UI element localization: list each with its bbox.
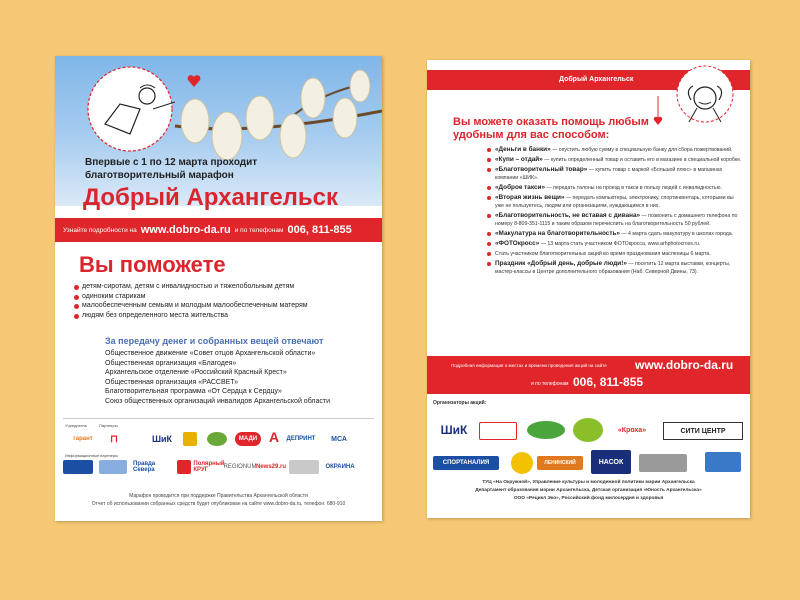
list-item [487, 260, 743, 276]
item-text: — позвонить с домашнего телефона по номеру 8-809-351-1115 и таким образом перечислить на благотворительность 50 рублей. [495, 213, 738, 227]
org-logo-4 [573, 418, 603, 442]
item-heading: «Купи – отдай» [495, 156, 543, 164]
item-text: — посетить 12 марта выставки, концерты, мастер-классы в Центре дополнительного образования (Наб. Северной Двины, 73). [495, 261, 731, 276]
city-center-logo [663, 422, 743, 440]
list-item: малообеспеченным семьям и молодым малообеспеченным матерям [73, 301, 373, 311]
help-list [73, 282, 373, 320]
footer-line-2: Департамент образования мэрии Архангельска, Детская организация «Юность Архангельска» [475, 488, 702, 493]
madi-logo [235, 432, 261, 446]
partner-logo-2: ⊓ [110, 433, 118, 445]
footer-line-1: ТУЦ «На Окружной», Управление культуры и молодежной политики мэрии Архангельска [482, 480, 695, 485]
item-text: — купить определенный товар и оставить его в магазине в специальной коробке. [542, 157, 742, 164]
shik-logo [149, 432, 175, 446]
logo-text: гарант [73, 436, 93, 442]
list-item [487, 230, 743, 239]
logo-text: REGIONUM [223, 464, 257, 470]
banner-prefix: Узнайте подробности на [63, 226, 137, 234]
item-text: — опустить любую сумму в специальную банку для сбора пожертвований. [550, 147, 733, 153]
contact-banner [55, 218, 382, 242]
info-banner [427, 356, 750, 394]
list-item: Союз общественных организаций инвалидов Архангельской области [105, 397, 330, 405]
leaflet-back [427, 60, 750, 518]
item-text: — 4 марта сдать макулатуру в школах города. [619, 230, 734, 237]
nasok-logo [591, 450, 631, 474]
footer-line-1: Марафон проводится при поддержке Правительства Архангельской области [129, 493, 308, 499]
resp-title: За передачу денег и собранных вещей отвечают [105, 336, 324, 346]
item-heading: «Доброе такси» [495, 184, 546, 192]
kroha-logo [611, 422, 653, 438]
regionum-logo [225, 460, 255, 474]
item-text: — передать компьютеры, электронику, спортинвентарь, которыми вы уже не пользуетесь, людям или организациям, нуждающимся в них. [495, 195, 734, 209]
info-logo-8 [289, 460, 319, 474]
ways-list [487, 146, 743, 278]
list-item: Архангельское отделение «Российский Красный Крест» [105, 369, 287, 377]
banner-line-2: и по телефонам [531, 381, 569, 387]
heart-icon [187, 74, 201, 88]
page-title: Добрый Архангельск [83, 184, 339, 211]
list-item [487, 184, 743, 193]
list-item [487, 146, 743, 155]
orgs-label: Организаторы акций: [433, 400, 487, 406]
list-item: детям-сиротам, детям с инвалидностью и тяжелобольным детям [73, 282, 373, 292]
garant-logo [69, 432, 97, 446]
help-title: Вы поможете [79, 252, 226, 277]
title-line-2: удобным для вас способом: [453, 129, 610, 141]
logo-text: Правда Севера [133, 461, 156, 473]
founders-label: Учредитель [65, 423, 87, 428]
list-item [487, 240, 743, 249]
partner-logo-5 [207, 432, 227, 446]
footer-line-2: Отчет об использовании собранных средств будет опубликован на сайте www.dobro-da.ru, телефон: 680-910 [91, 501, 346, 507]
item-heading: «Макулатура на благотворительность» [495, 229, 620, 237]
angel-icon [667, 60, 737, 130]
partners-label: Партнеры [99, 423, 118, 428]
org-logo-11 [705, 452, 741, 472]
item-heading: «Благотворительность, не вставая с дивана» [495, 212, 641, 220]
intro-line-2: благотворительный марафон [85, 170, 234, 181]
okraina-logo [323, 460, 357, 474]
logo-text: ДЕПРИНТ [286, 436, 316, 442]
logo-text: МСА [331, 435, 347, 443]
heart-icon [653, 96, 663, 126]
logo-text: МАДИ [238, 436, 258, 442]
info-partners-label: Информационные партнеры [65, 453, 119, 458]
angel-icon [85, 64, 175, 154]
list-item [487, 250, 743, 259]
banner-site-link[interactable]: www.dobro-da.ru [635, 358, 734, 372]
info-logo-1 [63, 460, 93, 474]
pravda-severa-logo [133, 460, 173, 474]
msa-logo [327, 432, 351, 446]
polyarny-krug-logo [195, 460, 223, 474]
info-logo-2 [99, 460, 127, 474]
list-item [487, 166, 743, 182]
logo-text: «Кроха» [617, 426, 647, 434]
leaflet-front [55, 56, 382, 521]
org-logo-7 [511, 452, 533, 474]
shik-logo [435, 422, 473, 438]
leninsky-logo [537, 456, 583, 470]
item-text: — купить товар с маркой «Большой плюс» в магазинах компании «ШИК». [495, 167, 723, 181]
banner-mid: и по телефонам [234, 226, 284, 234]
logo-text: ШиК [151, 434, 173, 444]
logo-text: СПОРТАНАЛИЯ [442, 460, 490, 466]
banner-phone: 006, 811-855 [287, 224, 352, 236]
sportanalia-logo [433, 456, 499, 470]
title-line-1: Вы можете оказать помощь любым [453, 116, 649, 128]
item-text: — 13 марта стать участником ФОТОкросса, www.arhphotocross.ru. [539, 241, 701, 248]
list-item: Общественное движение «Совет отцов Архангельской области» [105, 350, 316, 357]
list-item: людям без определенного места жительства [73, 311, 373, 321]
deprint-logo [285, 432, 317, 446]
list-item: одиноким старикам [73, 292, 373, 302]
item-text: Стать участником благотворительных акций во время празднования масленицы 6 марта. [495, 251, 711, 258]
banner-phone: 006, 811-855 [573, 375, 644, 389]
divider [63, 418, 374, 419]
logo-text: НАСОК [598, 458, 624, 466]
item-heading: «Благотворительный товар» [495, 166, 588, 174]
list-item [487, 194, 743, 210]
item-text: — передать талоны на проезд в такси в пользу людей с инвалидностью. [545, 185, 722, 192]
logo-text: СИТИ ЦЕНТР [680, 427, 726, 435]
list-item: Благотворительная программа «От Сердца к Сердцу» [105, 388, 282, 396]
info-logo-4 [177, 460, 191, 474]
partner-logo-7: A [268, 429, 280, 445]
logo-text: ЛЕНИНСКИЙ [544, 460, 576, 466]
logo-text: ОКРАИНА [325, 464, 355, 470]
resp-list [105, 349, 375, 407]
org-logo-3 [527, 421, 565, 439]
partner-logo-4 [183, 432, 197, 446]
news29-logo [257, 460, 285, 474]
item-heading: «Деньги в банки» [495, 146, 551, 153]
list-item: Общественная организация «РАССВЕТ» [105, 378, 239, 386]
item-heading: Праздник «Добрый день, добрые люди!» [495, 260, 627, 268]
banner-site-link[interactable]: www.dobro-da.ru [140, 224, 231, 236]
org-logo-10 [639, 454, 687, 472]
logo-text: Полярный КРУГ [193, 461, 225, 473]
list-item: Общественная организация «Благодея» [105, 359, 237, 367]
list-item [487, 156, 743, 165]
banner-line-1: Подробная информация о местах и времени проведения акций на сайте [451, 363, 607, 368]
intro-line-1: Впервые с 1 по 12 марта проходит [85, 157, 258, 168]
item-heading: «ФОТОкросс» [495, 240, 540, 248]
org-logo-2 [479, 422, 517, 440]
header-text: Добрый Архангельск [559, 76, 634, 83]
item-heading: «Вторая жизнь вещи» [495, 194, 565, 202]
footer-line-3: ООО «Рецикл Эко», Российский фонд милосердия и здоровья [513, 496, 664, 501]
list-item [487, 212, 743, 228]
logo-text: News29.ru [256, 464, 287, 470]
logo-text: ШиК [440, 423, 468, 437]
